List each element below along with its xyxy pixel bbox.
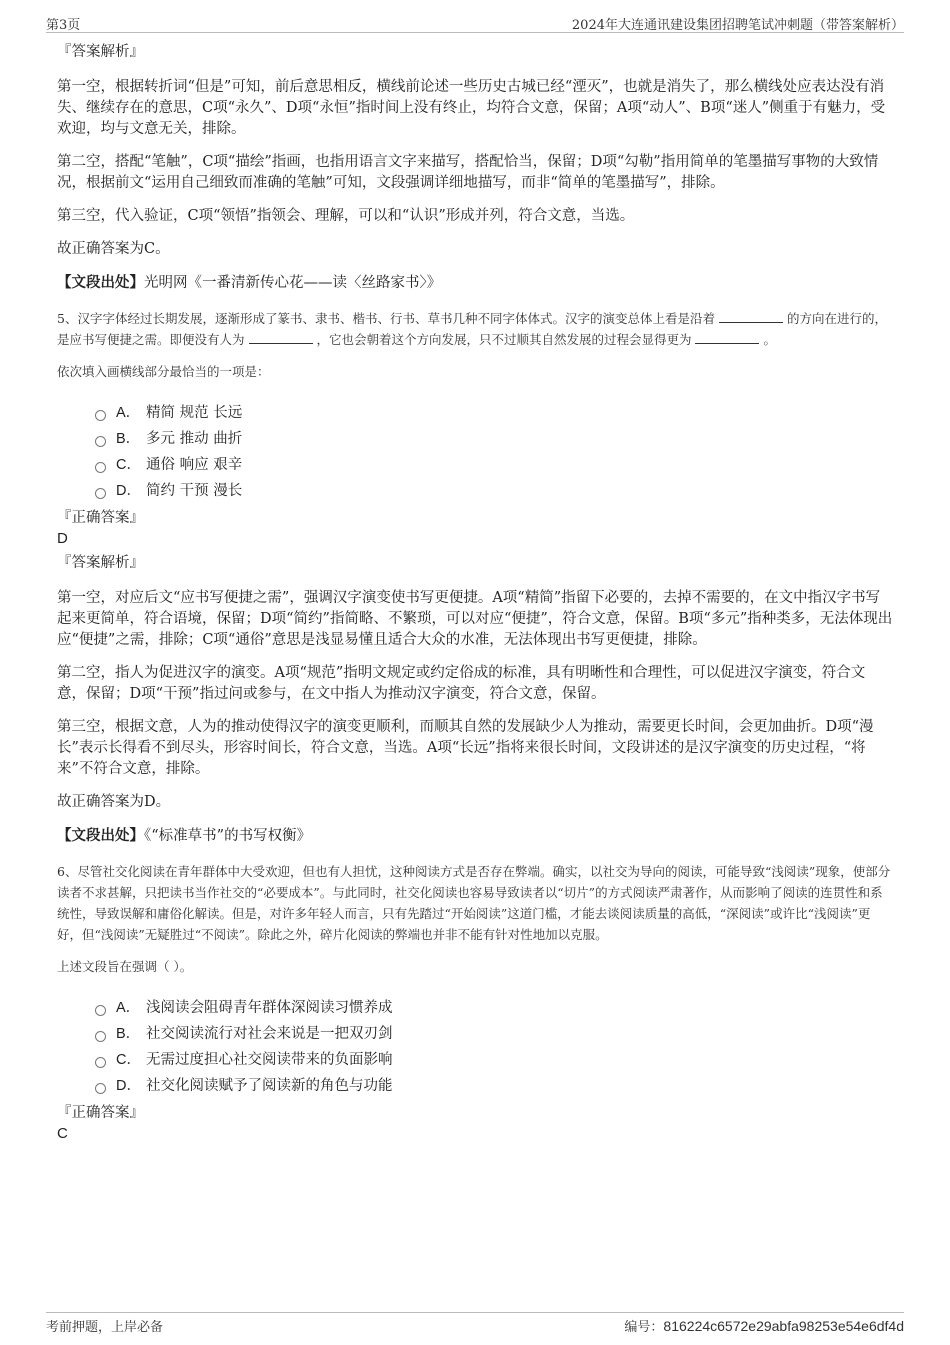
q5-option-c[interactable] bbox=[95, 452, 894, 478]
q4-analysis-para1: 第一空，根据转折词“但是”可知，前后意思相反，横线前论述一些历史古城已经“湮灭”，也就是消失了，那么横线处应表达没有消失、继续存在的意思，C项“永久”、D项“永恒”指时间上没有终止，均符合文意，保留；A项“动人”、B项“迷人”侧重于有魅力，受欢迎，均与文意无关，排除。 bbox=[57, 79, 886, 137]
q5-source bbox=[57, 825, 894, 847]
radio-icon[interactable] bbox=[95, 410, 106, 421]
q6-option-b[interactable] bbox=[95, 1021, 894, 1047]
q5-answer-label: 『正确答案』 bbox=[57, 510, 144, 526]
option-letter: B． bbox=[116, 1026, 141, 1042]
page-number: 第3页 bbox=[46, 18, 81, 33]
q5-blank-3 bbox=[695, 330, 759, 344]
q5-analysis-para3: 第三空，根据文意，人为的推动使得汉字的演变更顺利，而顺其自然的发展缺少人为推动，需要更长时间，会更加曲折。D项“漫长”表示长得看不到尽头，形容时间长，符合文意，当选。A项“长远”指将来很长时间，文段讲述的是汉字演变的历史过程，“将来”不符合文意，排除。 bbox=[57, 719, 874, 777]
q5-options bbox=[95, 400, 894, 504]
q6-option-c[interactable] bbox=[95, 1047, 894, 1073]
q5-analysis-label: 『答案解析』 bbox=[57, 555, 144, 571]
q5-analysis-para1: 第一空，对应后文“应书写便捷之需”，强调汉字演变使书写更便捷。A项“精简”指留下必要的，去掉不需要的，在文中指汉字书写起来更简单，符合语境，保留；D项“简约”指简略、不繁琐，可以对应“便捷”，符合文意，保留。B项“多元”指种类多，无法体现出应“便捷”之需，排除；C项“通俗”意思是浅显易懂且适合大众的水准，无法体现出书写更便捷，排除。 bbox=[57, 590, 893, 648]
q4-source-tag: 【文段出处】 bbox=[57, 274, 144, 291]
option-text: 社交阅读流行对社会来说是一把双刃剑 bbox=[146, 1026, 393, 1042]
q5-stem-part-b: 的方向在进行的，是应书写便捷之需。即便没有人为 bbox=[57, 311, 887, 347]
option-text: 无需过度担心社交阅读带来的负面影响 bbox=[146, 1052, 393, 1068]
option-text: 社交化阅读赋予了阅读新的角色与功能 bbox=[146, 1078, 393, 1094]
q5-stem-part-d: 。 bbox=[763, 332, 776, 347]
page-header bbox=[46, 12, 904, 33]
option-letter: D． bbox=[116, 1078, 141, 1094]
radio-icon[interactable] bbox=[95, 488, 106, 499]
option-text: 浅阅读会阻碍青年群体深阅读习惯养成 bbox=[146, 1000, 393, 1016]
q6-prompt: 上述文段旨在强调（ ）。 bbox=[57, 959, 193, 974]
q5-answer: D bbox=[57, 530, 68, 547]
radio-icon[interactable] bbox=[95, 462, 106, 473]
q4-analysis-para3: 第三空，代入验证，C项“领悟”指领会、理解，可以和“认识”形成并列，符合文意，当选。 bbox=[57, 208, 635, 224]
q6-options bbox=[95, 995, 894, 1099]
q4-source bbox=[57, 272, 894, 294]
option-letter: A． bbox=[116, 1000, 141, 1016]
radio-icon[interactable] bbox=[95, 1057, 106, 1068]
footer-slogan: 考前押题，上岸必备 bbox=[46, 1320, 164, 1335]
option-text: 精简 规范 长远 bbox=[146, 405, 243, 421]
q5-stem bbox=[57, 308, 894, 350]
option-text: 简约 干预 漫长 bbox=[146, 483, 243, 499]
q5-blank-2 bbox=[249, 330, 313, 344]
q5-option-d[interactable] bbox=[95, 478, 894, 504]
q6-answer: C bbox=[57, 1125, 68, 1142]
q5-analysis-para2: 第二空，指人为促进汉字的演变。A项“规范”指明文规定或约定俗成的标准，具有明晰性和合理性，可以促进汉字演变，符合文意，保留；D项“干预”指过问或参与，在文中指人为推动汉字演变，符合文意，保留。 bbox=[57, 665, 866, 702]
q4-source-text: 光明网《一番清新传心花——读〈丝路家书〉》 bbox=[144, 275, 442, 291]
q5-prompt: 依次填入画横线部分最恰当的一项是： bbox=[57, 364, 270, 379]
q4-analysis-label: 『答案解析』 bbox=[57, 44, 144, 60]
radio-icon[interactable] bbox=[95, 1083, 106, 1094]
q5-blank-1 bbox=[719, 309, 783, 323]
option-text: 通俗 响应 艰辛 bbox=[146, 457, 243, 473]
q6-option-d[interactable] bbox=[95, 1073, 894, 1099]
option-letter: C． bbox=[116, 1052, 141, 1068]
q5-option-b[interactable] bbox=[95, 426, 894, 452]
q5-source-text: 《“标准草书”的书写权衡》 bbox=[144, 828, 312, 844]
q5-option-a[interactable] bbox=[95, 400, 894, 426]
radio-icon[interactable] bbox=[95, 436, 106, 447]
q6-answer-label: 『正确答案』 bbox=[57, 1105, 144, 1121]
option-letter: C． bbox=[116, 457, 141, 473]
q4-conclusion: 故正确答案为C。 bbox=[57, 241, 170, 257]
document-code bbox=[624, 1316, 904, 1335]
page-footer bbox=[46, 1312, 904, 1335]
q4-analysis-para2: 第二空，搭配“笔触”，C项“描绘”指画，也指用语言文字来描写，搭配恰当，保留；D项“勾勒”指用简单的笔墨描写事物的大致情况，根据前文“运用自己细致而准确的笔触”可知，文段强调详细地描写，而非“简单的笔墨描写”，排除。 bbox=[57, 154, 879, 191]
option-text: 多元 推动 曲折 bbox=[146, 431, 243, 447]
code-value: 816224c6572e29abfa98253e54e6df4d bbox=[663, 1318, 904, 1334]
q6-stem: 6、尽管社交化阅读在青年群体中大受欢迎，但也有人担忧，这种阅读方式是否存在弊端。确实，以社交为导向的阅读，可能导致“浅阅读”现象，使部分读者不求甚解，只把读书当作社交的“必要成本”。与此同时，社交化阅读也容易导致读者以“切片”的方式阅读严肃著作，从而影响了阅读的连贯性和系统性，导致误解和庸俗化解读。但是，对许多年轻人而言，只有先踏过“开始阅读”这道门槛，才能去谈阅读质量的高低，“深阅读”或许比“浅阅读”更好，但“浅阅读”无疑胜过“不阅读”。除此之外，碎片化阅读的弊端也并非不能有针对性地加以克服。 bbox=[57, 864, 891, 942]
q6-option-a[interactable] bbox=[95, 995, 894, 1021]
document-title: 2024年大连通讯建设集团招聘笔试冲刺题（带答案解析） bbox=[571, 18, 904, 33]
radio-icon[interactable] bbox=[95, 1005, 106, 1016]
code-label: 编号： bbox=[624, 1320, 664, 1335]
option-letter: A． bbox=[116, 405, 141, 421]
q5-stem-part-a: 5、汉字字体经过长期发展，逐渐形成了篆书、隶书、楷书、行书、草书几种不同字体体式。汉字的演变总体上看是沿着 bbox=[57, 311, 715, 326]
option-letter: B． bbox=[116, 431, 141, 447]
q5-source-tag: 【文段出处】 bbox=[57, 827, 144, 844]
radio-icon[interactable] bbox=[95, 1031, 106, 1042]
q5-conclusion: 故正确答案为D。 bbox=[57, 794, 171, 810]
page-content bbox=[57, 42, 894, 1148]
option-letter: D． bbox=[116, 483, 141, 499]
q5-stem-part-c: ，它也会朝着这个方向发展，只不过顺其自然发展的过程会显得更为 bbox=[316, 332, 692, 347]
